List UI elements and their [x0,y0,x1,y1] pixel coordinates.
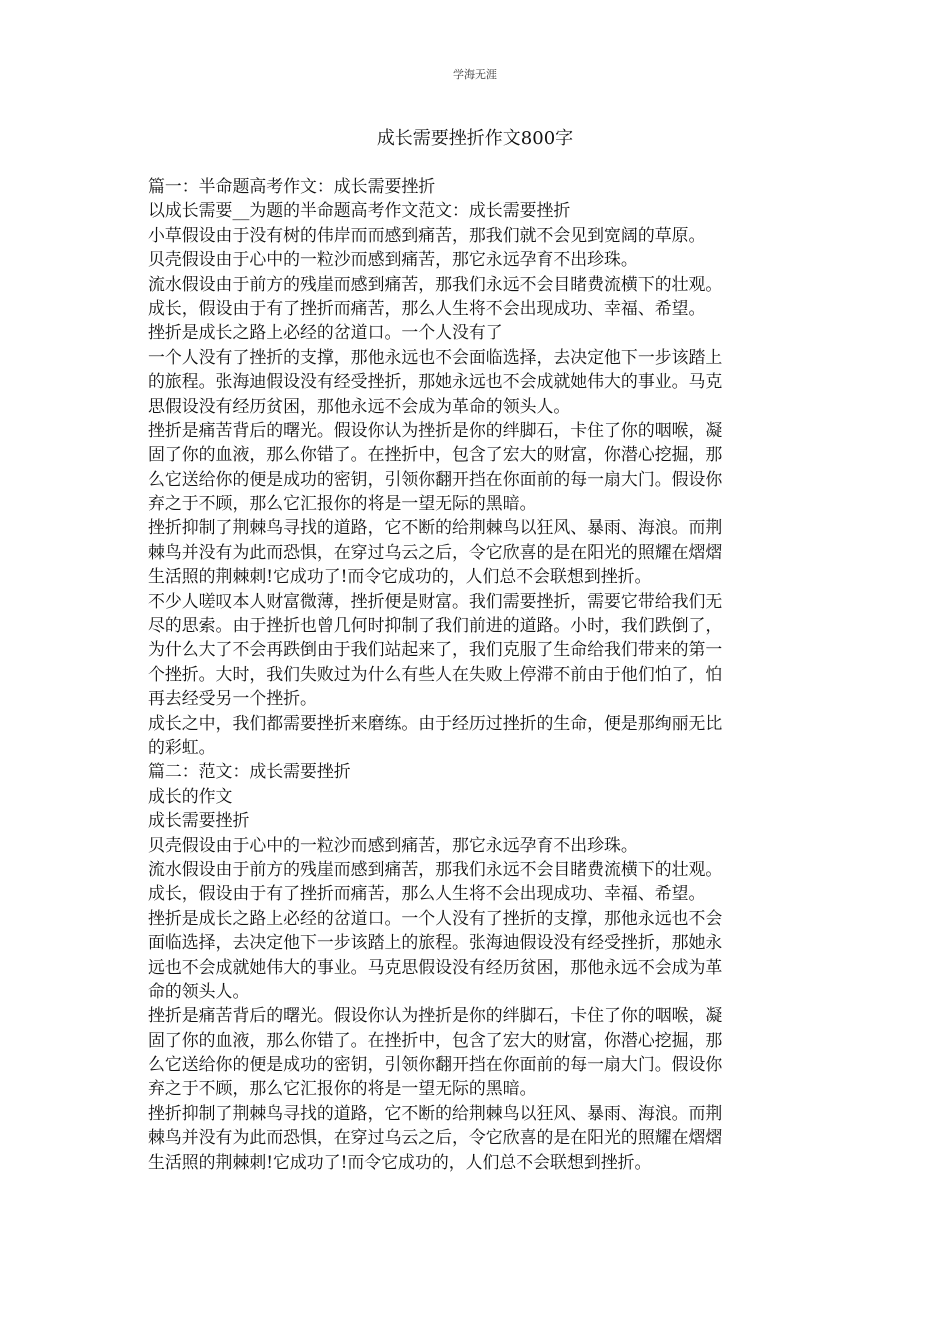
text-line: 为什么大了不会再跌倒由于我们站起来了，我们克服了生命给我们带来的第一 [148,639,723,660]
text-line: 成长的作文 [148,785,233,806]
text-line: 成长，假设由于有了挫折而痛苦，那么人生将不会出现成功、幸福、希望。 [148,297,706,318]
text-line: 流水假设由于前方的残崖而感到痛苦，那我们永远不会目睹费流横下的壮观。 [148,858,723,879]
document-title: 成长需要挫折作文800字 [376,128,574,149]
document-body [148,174,800,1174]
text-line: 流水假设由于前方的残崖而感到痛苦，那我们永远不会目睹费流横下的壮观。 [148,273,723,294]
text-line: 挫折是成长之路上必经的岔道口。一个人没有了 [148,322,503,343]
text-line: 棘鸟并没有为此而恐惧，在穿过乌云之后，令它欣喜的是在阳光的照耀在熠熠 [148,1127,723,1148]
text-line: 以成长需要__为题的半命题高考作文范文：成长需要挫折 [148,200,571,221]
text-line: 命的领头人。 [148,980,250,1001]
text-line: 不少人嗟叹本人财富微薄，挫折便是财富。我们需要挫折，需要它带给我们无 [148,590,723,611]
text-line: 挫折抑制了荆棘鸟寻找的道路，它不断的给荆棘鸟以狂风、暴雨、海浪。而荆 [148,517,723,538]
text-line: 么它送给你的便是成功的密钥，引领你翻开挡在你面前的每一扇大门。假设你 [148,1054,723,1075]
text-line: 固了你的血液，那么你错了。在挫折中，包含了宏大的财富，你潜心挖掘，那 [148,444,723,465]
text-line: 成长之中，我们都需要挫折来磨练。由于经历过挫折的生命，便是那绚丽无比 [148,712,723,733]
text-line: 挫折是成长之路上必经的岔道口。一个人没有了挫折的支撑，那他永远也不会 [148,907,723,928]
text-line: 远也不会成就她伟大的事业。马克思假设没有经历贫困，那他永远不会成为革 [148,956,723,977]
text-line: 贝壳假设由于心中的一粒沙而感到痛苦，那它永远孕育不出珍珠。 [148,249,638,270]
text-line: 成长需要挫折 [148,810,250,831]
text-line: 么它送给你的便是成功的密钥，引领你翻开挡在你面前的每一扇大门。假设你 [148,468,723,489]
text-line: 生活照的荆棘刺!它成功了!而令它成功的，人们总不会联想到挫折。 [148,1151,652,1172]
text-line: 挫折是痛苦背后的曙光。假设你认为挫折是你的绊脚石，卡住了你的咽喉，凝 [148,419,723,440]
text-line: 的彩虹。 [148,736,216,757]
text-line: 一个人没有了挫折的支撑，那他永远也不会面临选择，去决定他下一步该踏上 [148,346,723,367]
text-line: 尽的思索。由于挫折也曾几何时抑制了我们前进的道路。小时，我们跌倒了， [148,615,723,636]
page-header: 学海无涯 [453,68,497,81]
text-line: 固了你的血液，那么你错了。在挫折中，包含了宏大的财富，你潜心挖掘，那 [148,1029,723,1050]
text-line: 弃之于不顾，那么它汇报你的将是一望无际的黑暗。 [148,1078,537,1099]
text-line: 挫折抑制了荆棘鸟寻找的道路，它不断的给荆棘鸟以狂风、暴雨、海浪。而荆 [148,1102,723,1123]
text-line: 个挫折。大时，我们失败过为什么有些人在失败上停滞不前由于他们怕了，怕 [148,663,723,684]
text-line: 思假设没有经历贫困，那他永远不会成为革命的领头人。 [148,395,571,416]
text-line: 贝壳假设由于心中的一粒沙而感到痛苦，那它永远孕育不出珍珠。 [148,834,638,855]
text-line: 弃之于不顾，那么它汇报你的将是一望无际的黑暗。 [148,493,537,514]
text-line: 面临选择，去决定他下一步该踏上的旅程。张海迪假设没有经受挫折，那她永 [148,932,723,953]
text-line: 小草假设由于没有树的伟岸而而感到痛苦，那我们就不会见到宽阔的草原。 [148,224,706,245]
text-line: 再去经受另一个挫折。 [148,688,317,709]
text-line: 棘鸟并没有为此而恐惧，在穿过乌云之后，令它欣喜的是在阳光的照耀在熠熠 [148,541,723,562]
text-line: 篇一：半命题高考作文：成长需要挫折 [148,176,436,196]
text-line: 生活照的荆棘刺!它成功了!而令它成功的，人们总不会联想到挫折。 [148,566,652,587]
text-line: 成长，假设由于有了挫折而痛苦，那么人生将不会出现成功、幸福、希望。 [148,883,706,904]
text-line: 篇二：范文：成长需要挫折 [148,761,351,782]
text-line: 的旅程。张海迪假设没有经受挫折，那她永远也不会成就她伟大的事业。马克 [148,371,723,392]
text-line: 挫折是痛苦背后的曙光。假设你认为挫折是你的绊脚石，卡住了你的咽喉，凝 [148,1005,723,1026]
